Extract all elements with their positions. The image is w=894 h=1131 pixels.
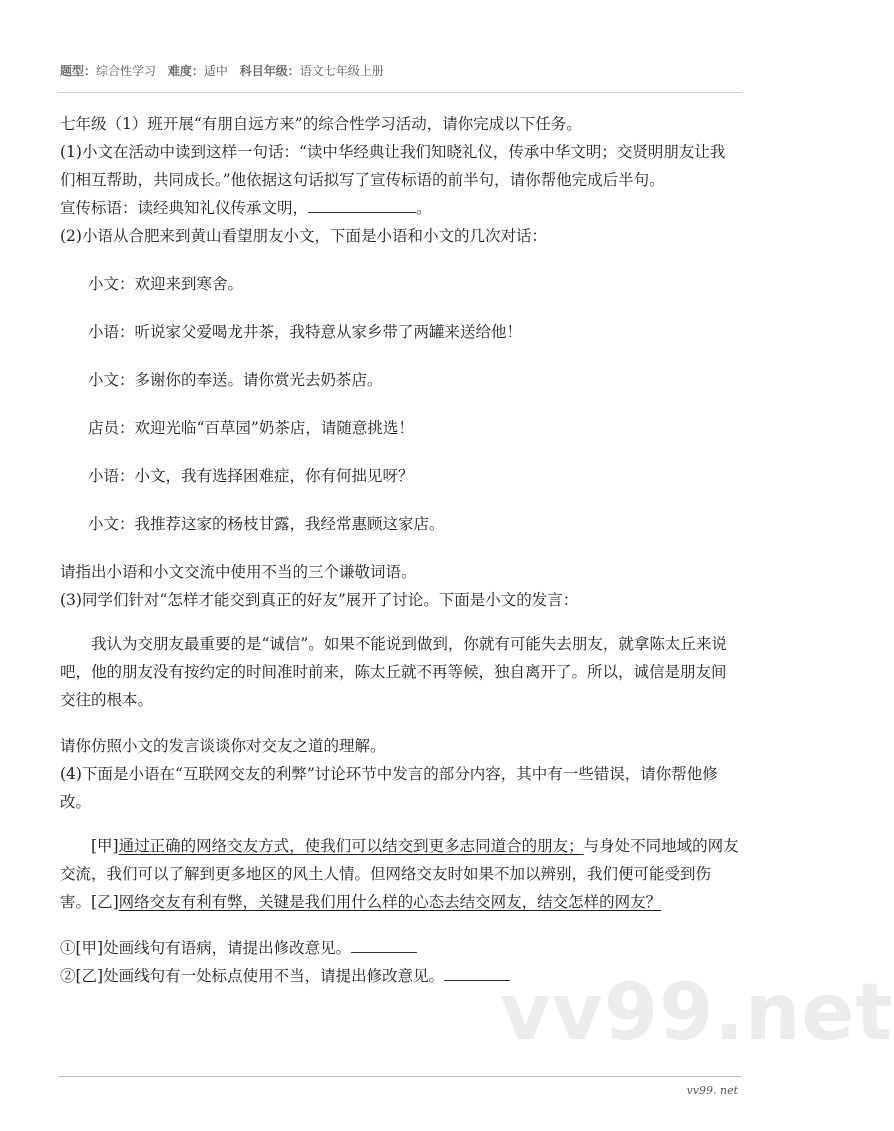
q2-question: 请指出小语和小文交流中使用不当的三个谦敬词语。 <box>60 563 417 581</box>
footer-divider <box>58 1076 742 1077</box>
difficulty-value: 适中 <box>203 64 228 78</box>
dialogue-line: 店员：欢迎光临“百草园”奶茶店，请随意挑选！ <box>88 419 414 437</box>
dialogue-line: 小语：听说家父爱喝龙井茶，我特意从家乡带了两罐来送给他！ <box>88 323 523 341</box>
q4-sub2 <box>60 962 740 990</box>
sub1-text: ①[甲]处画线句有语病，请提出修改意见。 <box>60 939 352 957</box>
type-value: 综合性学习 <box>96 64 157 78</box>
jia-underlined-sentence: 通过正确的网络交友方式，使我们可以结交到更多志同道合的朋友； <box>118 837 584 855</box>
dialogue-line: 小文：我推荐这家的杨枝甘露，我经常惠顾这家店。 <box>88 515 445 533</box>
question-meta <box>60 62 392 79</box>
difficulty-label: 难度： <box>167 64 204 78</box>
subject-value: 语文七年级上册 <box>299 64 384 78</box>
subject-label: 科目年级： <box>239 64 300 78</box>
q4-sub1 <box>60 934 740 962</box>
footer-site: vv99. net <box>686 1084 738 1097</box>
q2-text: (2)小语从合肥来到黄山看望朋友小文，下面是小语和小文的几次对话： <box>60 227 547 245</box>
yi-underlined-sentence: 网络交友有利有弊，关键是我们用什么样的心态去结交网友，结交怎样的网友？ <box>118 893 662 911</box>
q4-passage <box>60 832 740 916</box>
passage-middle: 与身处不同地域的网友交流，我们可以了解到更多地区的风土人情。但网络交友时如果不加以辨别，我们便可能受到伤害。 <box>60 837 739 911</box>
jia-tag: [甲] <box>91 837 119 855</box>
speech-block <box>60 630 740 714</box>
q3-question: 请你仿照小文的发言谈谈你对交友之道的理解。 <box>60 737 386 755</box>
watermark: vv99.net <box>500 968 894 1058</box>
intro-text: 七年级（1）班开展“有朋自远方来”的综合性学习活动，请你完成以下任务。 <box>60 115 582 133</box>
yi-tag: [乙] <box>91 893 119 911</box>
q4-text: (4)下面是小语在“互联网交友的利弊”讨论环节中发言的部分内容，其中有一些错误，请你帮他修改。 <box>60 765 718 811</box>
dialogue-list <box>60 270 740 538</box>
sub1-answer-blank[interactable] <box>351 952 417 953</box>
q4-passage-text <box>60 832 740 916</box>
dialogue-line: 小文：欢迎来到寒舍。 <box>88 275 244 293</box>
header-divider <box>58 92 742 93</box>
q1-slogan <box>60 194 740 222</box>
sub2-text: ②[乙]处画线句有一处标点使用不当，请提出修改意见。 <box>60 967 445 985</box>
slogan-answer-blank[interactable] <box>308 212 416 213</box>
q3-text: (3)同学们针对“怎样才能交到真正的好友”展开了讨论。下面是小文的发言： <box>60 591 579 609</box>
dialogue-line: 小语：小文，我有选择困难症，你有何拙见呀？ <box>88 467 414 485</box>
type-label: 题型： <box>60 64 97 78</box>
slogan-text: 宣传标语：读经典知礼仪传承文明， <box>60 199 309 217</box>
q1-text: (1)小文在活动中读到这样一句话：“读中华经典让我们知晓礼仪，传承中华文明；交贤明朋友让我们相互帮助，共同成长。”他依据这句话拟写了宣传标语的前半句，请你帮他完成后半句。 <box>60 143 726 189</box>
slogan-end: 。 <box>416 199 432 217</box>
question-body <box>60 110 740 990</box>
sub2-answer-blank[interactable] <box>444 980 510 981</box>
dialogue-line: 小文：多谢你的奉送。请你赏光去奶茶店。 <box>88 371 383 389</box>
speech-text: 我认为交朋友最重要的是“诚信”。如果不能说到做到，你就有可能失去朋友，就拿陈太丘来说吧，他的朋友没有按约定的时间准时前来，陈太丘就不再等候，独自离开了。所以，诚信是朋友间交往的根本。 <box>60 635 727 709</box>
